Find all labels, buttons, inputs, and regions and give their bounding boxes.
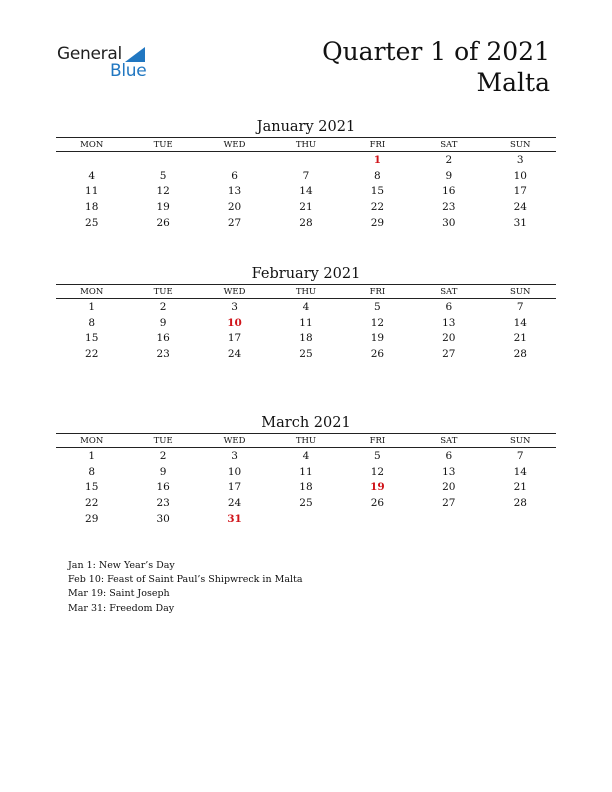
calendar-week	[56, 299, 556, 315]
calendar-day: 8	[374, 169, 381, 182]
calendar-day: 5	[374, 300, 381, 313]
weekday-header: MON	[56, 285, 127, 299]
calendar-day: 20	[442, 481, 456, 494]
logo	[57, 44, 157, 84]
calendar-day: 20	[442, 332, 456, 345]
calendar-week	[56, 215, 556, 231]
calendar-day: 29	[370, 217, 385, 230]
title-country: Malta	[476, 68, 550, 97]
calendar-day: 21	[513, 481, 527, 494]
weekday-header: TUE	[127, 138, 198, 152]
calendar-day: 14	[513, 465, 527, 478]
weekday-header: FRI	[342, 434, 413, 448]
calendar-day: 28	[299, 217, 313, 230]
calendar-day: 3	[231, 449, 238, 462]
calendar-day: 9	[159, 316, 167, 329]
weekday-header: WED	[199, 285, 270, 299]
calendar-day: 19	[156, 201, 170, 214]
weekday-header: SUN	[485, 434, 556, 448]
weekday-header: SUN	[485, 285, 556, 299]
calendar-day: 26	[156, 217, 170, 230]
weekday-header: THU	[270, 138, 341, 152]
calendar-day: 5	[159, 169, 167, 182]
weekday-header: THU	[270, 285, 341, 299]
month-march	[56, 413, 556, 527]
calendar-day: 14	[513, 316, 527, 329]
calendar-day: 16	[156, 481, 170, 494]
calendar-week	[56, 346, 556, 362]
calendar-day: 12	[370, 316, 385, 329]
calendar-day: 13	[227, 185, 242, 198]
calendar-day: 31	[513, 217, 527, 230]
calendar-day: 25	[299, 497, 313, 510]
calendar-day: 12	[156, 185, 170, 198]
calendar-day: 4	[302, 449, 310, 462]
calendar-day: 26	[370, 497, 385, 510]
calendar-week	[56, 448, 556, 464]
calendar-week	[56, 464, 556, 480]
calendar-grid	[56, 284, 556, 362]
calendar-day	[270, 152, 341, 168]
weekday-header: SUN	[485, 138, 556, 152]
calendar-day: 6	[445, 449, 453, 462]
calendar-week	[56, 315, 556, 331]
calendar-day: 3	[231, 300, 238, 313]
calendar-day: 13	[442, 465, 456, 478]
calendar-day: 8	[88, 465, 96, 478]
calendar-day	[199, 152, 270, 168]
calendar-day: 31	[227, 513, 242, 526]
calendar-grid	[56, 137, 556, 231]
calendar-day: 20	[227, 201, 242, 214]
calendar-week	[56, 480, 556, 496]
calendar-day: 4	[88, 169, 96, 182]
calendar-day: 2	[159, 300, 167, 313]
calendar-day: 21	[513, 332, 527, 345]
calendar-day: 2	[159, 449, 167, 462]
calendar-day: 26	[370, 348, 385, 361]
calendar-day: 27	[442, 348, 456, 361]
weekday-header: TUE	[127, 434, 198, 448]
calendar-day: 30	[156, 513, 170, 526]
calendar-week	[56, 168, 556, 184]
calendar-day: 11	[299, 465, 313, 478]
calendar-day: 3	[516, 153, 524, 166]
calendar-day: 27	[442, 497, 456, 510]
weekday-header: TUE	[127, 285, 198, 299]
calendar-day: 22	[85, 348, 99, 361]
weekday-header: WED	[199, 434, 270, 448]
calendar-day: 9	[159, 465, 167, 478]
calendar-day: 13	[442, 316, 456, 329]
calendar-day: 14	[299, 185, 313, 198]
calendar-day: 23	[156, 497, 170, 510]
calendar-day: 7	[516, 449, 524, 462]
calendar-day: 7	[302, 169, 310, 182]
calendar-day: 10	[513, 169, 527, 182]
holiday-notes	[68, 559, 303, 616]
logo-blue-text: Blue	[110, 61, 147, 81]
calendar-day: 25	[85, 217, 99, 230]
calendar-day: 7	[516, 300, 524, 313]
logo-general-text: General	[57, 44, 122, 64]
calendar-day: 21	[299, 201, 313, 214]
calendar-day	[342, 511, 413, 527]
calendar-day: 1	[88, 300, 96, 313]
calendar-day: 22	[370, 201, 385, 214]
weekday-header: SAT	[413, 138, 484, 152]
calendar-week	[56, 331, 556, 347]
calendar-day: 10	[227, 316, 242, 329]
weekday-header: FRI	[342, 285, 413, 299]
calendar-day: 2	[445, 153, 453, 166]
calendar-day: 1	[88, 449, 96, 462]
holiday-note: Feb 10: Feast of Saint Paul’s Shipwreck in Malta	[68, 574, 303, 586]
page-title	[322, 36, 550, 98]
month-february	[56, 264, 556, 362]
calendar-grid	[56, 433, 556, 527]
month-title: January 2021	[256, 119, 356, 135]
calendar-day: 6	[445, 300, 453, 313]
calendar-day: 5	[374, 449, 381, 462]
calendar-day: 17	[227, 332, 242, 345]
holiday-note: Mar 31: Freedom Day	[68, 602, 175, 614]
calendar-day: 9	[445, 169, 453, 182]
calendar-day: 15	[85, 481, 99, 494]
calendar-week	[56, 152, 556, 168]
calendar-day	[56, 152, 127, 168]
calendar-day: 19	[370, 481, 385, 494]
calendar-day: 27	[227, 217, 242, 230]
calendar-day: 23	[156, 348, 170, 361]
holiday-note: Mar 19: Saint Joseph	[68, 588, 170, 600]
holiday-note: Jan 1: New Year’s Day	[68, 560, 175, 571]
calendar-day: 6	[231, 169, 238, 182]
weekday-header: SAT	[413, 434, 484, 448]
calendar-day: 17	[513, 185, 527, 198]
calendar-week	[56, 511, 556, 527]
month-january	[56, 117, 556, 231]
calendar-day: 16	[156, 332, 170, 345]
calendar-day: 18	[85, 201, 99, 214]
weekday-header: MON	[56, 434, 127, 448]
calendar-day: 15	[85, 332, 99, 345]
weekday-header: MON	[56, 138, 127, 152]
calendar-day: 12	[370, 465, 385, 478]
calendar-day: 19	[370, 332, 385, 345]
month-title: February 2021	[251, 266, 361, 282]
weekday-header: WED	[199, 138, 270, 152]
calendar-day: 30	[442, 217, 456, 230]
calendar-day: 1	[373, 153, 382, 166]
weekday-header: THU	[270, 434, 341, 448]
calendar-day: 24	[513, 201, 527, 214]
calendar-day: 17	[227, 481, 242, 494]
calendar-day: 10	[227, 465, 242, 478]
calendar-day: 18	[299, 481, 313, 494]
calendar-day: 28	[513, 497, 527, 510]
logo-triangle-icon	[125, 47, 145, 62]
calendar-day: 16	[442, 185, 456, 198]
calendar-day	[485, 511, 556, 527]
calendar-day: 8	[88, 316, 96, 329]
calendar-day: 24	[227, 348, 242, 361]
calendar-day: 18	[299, 332, 313, 345]
calendar-day: 4	[302, 300, 310, 313]
weekday-header: FRI	[342, 138, 413, 152]
calendar-day	[413, 511, 484, 527]
calendar-day: 15	[370, 185, 385, 198]
calendar-day: 23	[442, 201, 456, 214]
calendar-week	[56, 184, 556, 200]
calendar-week	[56, 495, 556, 511]
calendar-day	[270, 511, 341, 527]
title-quarter: Quarter 1 of 2021	[322, 37, 550, 66]
month-title: March 2021	[261, 415, 351, 431]
weekday-header: SAT	[413, 285, 484, 299]
calendar-week	[56, 199, 556, 215]
calendar-day: 11	[85, 185, 99, 198]
calendar-day: 25	[299, 348, 313, 361]
calendar-day: 11	[299, 316, 313, 329]
calendar-day: 29	[85, 513, 99, 526]
calendar-day: 24	[227, 497, 242, 510]
calendar-day: 22	[85, 497, 99, 510]
calendar-day: 28	[513, 348, 527, 361]
calendar-day	[127, 152, 198, 168]
